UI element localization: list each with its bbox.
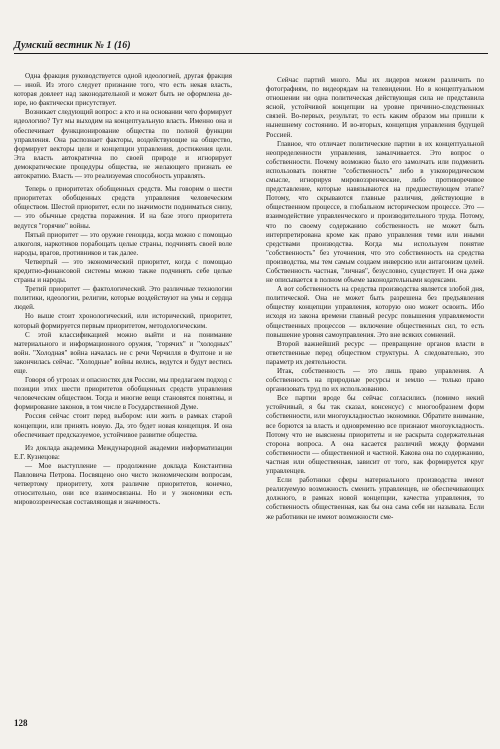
paragraph: Все партии вроде бы сейчас согласились (помимо некий устойчивый, я бы так сказал, консенсус) с многообразием форм собственности, или многоукладностью экономики. Обратите внимание, все борются за власть и одновременно все признают многоукладность. Потому что не выяснены приоритеты и не раскрыта содержательная сторона вопроса. А она касается различий между формами собственности — общественной и частной. Какова она по содержанию, частная или общественная, зависит от того, как формируется круг управленцев. bbox=[266, 394, 484, 476]
running-header: Думский вестник № 1 (16) bbox=[14, 40, 488, 54]
paragraph: Россия сейчас стоит перед выбором: или жить в рамках старой концепции, или принять новую. Да, это будет новая концепция. И она обеспечивает предсказуемое, устойчивое развитие общества. bbox=[14, 412, 232, 439]
paragraph: Четвертый — это экономический приоритет, когда с помощью кредитно-финансовой системы можно также подчинять себе целые страны и народы. bbox=[14, 257, 232, 285]
paragraph: С этой классификацией можно выйти и на понимание материального и информационного оружия, "горячих" и "холодных" войн. "Холодная" война началась не с речи Черчилля в Фултоне и не закончилась сейчас. "Холодные" войны велись, ведутся и будут вестись еще. bbox=[14, 330, 232, 375]
paragraph: А вот собственность на средства производства является злобой дня, политической. Она не может быть разрешена без предъявления обществу концепции управления, которую оно может освоить. Ибо исходя из закона времени главный ресурс повышения управляемости общественных процессов — включение общественных сил, то есть повышение уровня самоуправления. Это вне всяких сомнений. bbox=[266, 285, 484, 339]
left-column bbox=[14, 72, 232, 507]
paragraph: Пятый приоритет — это оружие геноцида, когда можно с помощью алкоголя, наркотиков порабощать целые страны, подчинять своей воле народы, врагов, противников и так далее. bbox=[14, 230, 232, 257]
paragraph: Итак, собственность — это лишь право управления. А собственность на природные ресурсы и землю — только право организовать труд по их использованию. bbox=[266, 367, 484, 394]
paragraph: Теперь о приоритетах обобщенных средств. Мы говорим о шести приоритетах обобщенных средств управления человеческим обществом. Шестой приоритет, если по значимости подниматься снизу, — это обычные средства поражения. И на базе этого приоритета ведутся "горячие" войны. bbox=[14, 185, 232, 230]
paragraph: Возникает следующий вопрос: а кто и на основании чего формирует идеологию? Тут мы выходим на концептуальную власть. Именно она и обеспечивает функционирование общества по полной функции управления. Она распознает факторы, воздействующие на общество, формирует векторы цели и концепции управления, достижения цели. Эта власть автократична по своей природе и игнорирует демократические процедуры общества, не желающего признать ее автократию. Власть — это реализуемая способность управлять. bbox=[14, 108, 232, 181]
paragraph: Второй важнейший ресурс — превращение органов власти в ответственные перед обществом структуры. А следовательно, это параметр их деятельности. bbox=[266, 339, 484, 366]
report-heading: Из доклада академика Международной академии информатизации Е.Г. Кузнецова: bbox=[14, 443, 232, 461]
paragraph: Но выше стоит хронологический, или исторический, приоритет, который формируется первым приоритетом, методологическим. bbox=[14, 312, 232, 330]
paragraph: Если работники сферы материального производства имеют реализуемую возможность сменить управленцев, не обеспечивающих должного, в рамках новой концепции, качества управления, то собственность общественная, как бы она сама себя ни называла. Если же работники не имеют возможности сме- bbox=[266, 476, 484, 521]
page-number: 128 bbox=[14, 718, 28, 728]
paragraph: Третий приоритет — фактологический. Это различные технологии политики, идеологии, религии, которые воздействуют на умы и сердца людей. bbox=[14, 285, 232, 312]
right-column bbox=[266, 76, 484, 522]
paragraph: Одна фракция руководствуется одной идеологией, другая фракция — иной. Из этого следует признание того, что есть некая власть, которая довлеет над законодательной и может быть не оформлена де-юре, но фактически присутствует. bbox=[14, 72, 232, 108]
paragraph: — Мое выступление — продолжение доклада Константина Павловича Петрова. Посвящено оно чисто экономическим вопросам, четвертому приоритету, хотя различие приоритетов, конечно, относительно, они все взаимосвязаны. Но и у экономики есть мировоззренческая составляющая и значимость. bbox=[14, 461, 232, 507]
paragraph: Сейчас партий много. Мы их лидеров можем различить по фотографиям, по видеорядам на телевидении. Но в концептуальном отношении ни одна политическая действующая сила не представила ясной, устойчивой концепции на уровне причинно-следственных связей. Во-первых, результат, то есть каким образом мы пришли к нынешнему состоянию. И во-вторых, концепция управления будущей Россией. bbox=[266, 76, 484, 139]
paragraph: Главное, что отличает политические партии в их концептуальной неопределенности управления, замалчивается. Это вопрос о собственности. Почему возможно было его замолчать или подменить использовать понятие "собственность" либо в узкоюридическом смысле, игнорируя мировоззренческие, либо противоречивое представление, которые навязываются на предшествующем этапе? Потому, что скрываются главные различия, действующие в общественном процессе, в глобальном историческом процессе. Это — взаимодействие управленческого и производительного труда. Потому, что по своему содержанию собственность не может быть интерпретирована кроме как право управления теми или иными средствами производства. Когда мы используем понятие "собственность" без уточнения, что это собственность на средства производства, мы тем самым создаем инверсию или антагонизм целей. Собственность частная, "личная", безусловно, существует. И она даже не описывается в полном объеме законодательными кодексами. bbox=[266, 139, 484, 285]
paragraph: Говоря об угрозах и опасностях для России, мы предлагаем подход с позиции этих шести приоритетов обобщенных средств управления человеческим обществом. Тогда и многие вещи становятся понятны, и формирование законов, в том числе в Государственной Думе. bbox=[14, 376, 232, 412]
